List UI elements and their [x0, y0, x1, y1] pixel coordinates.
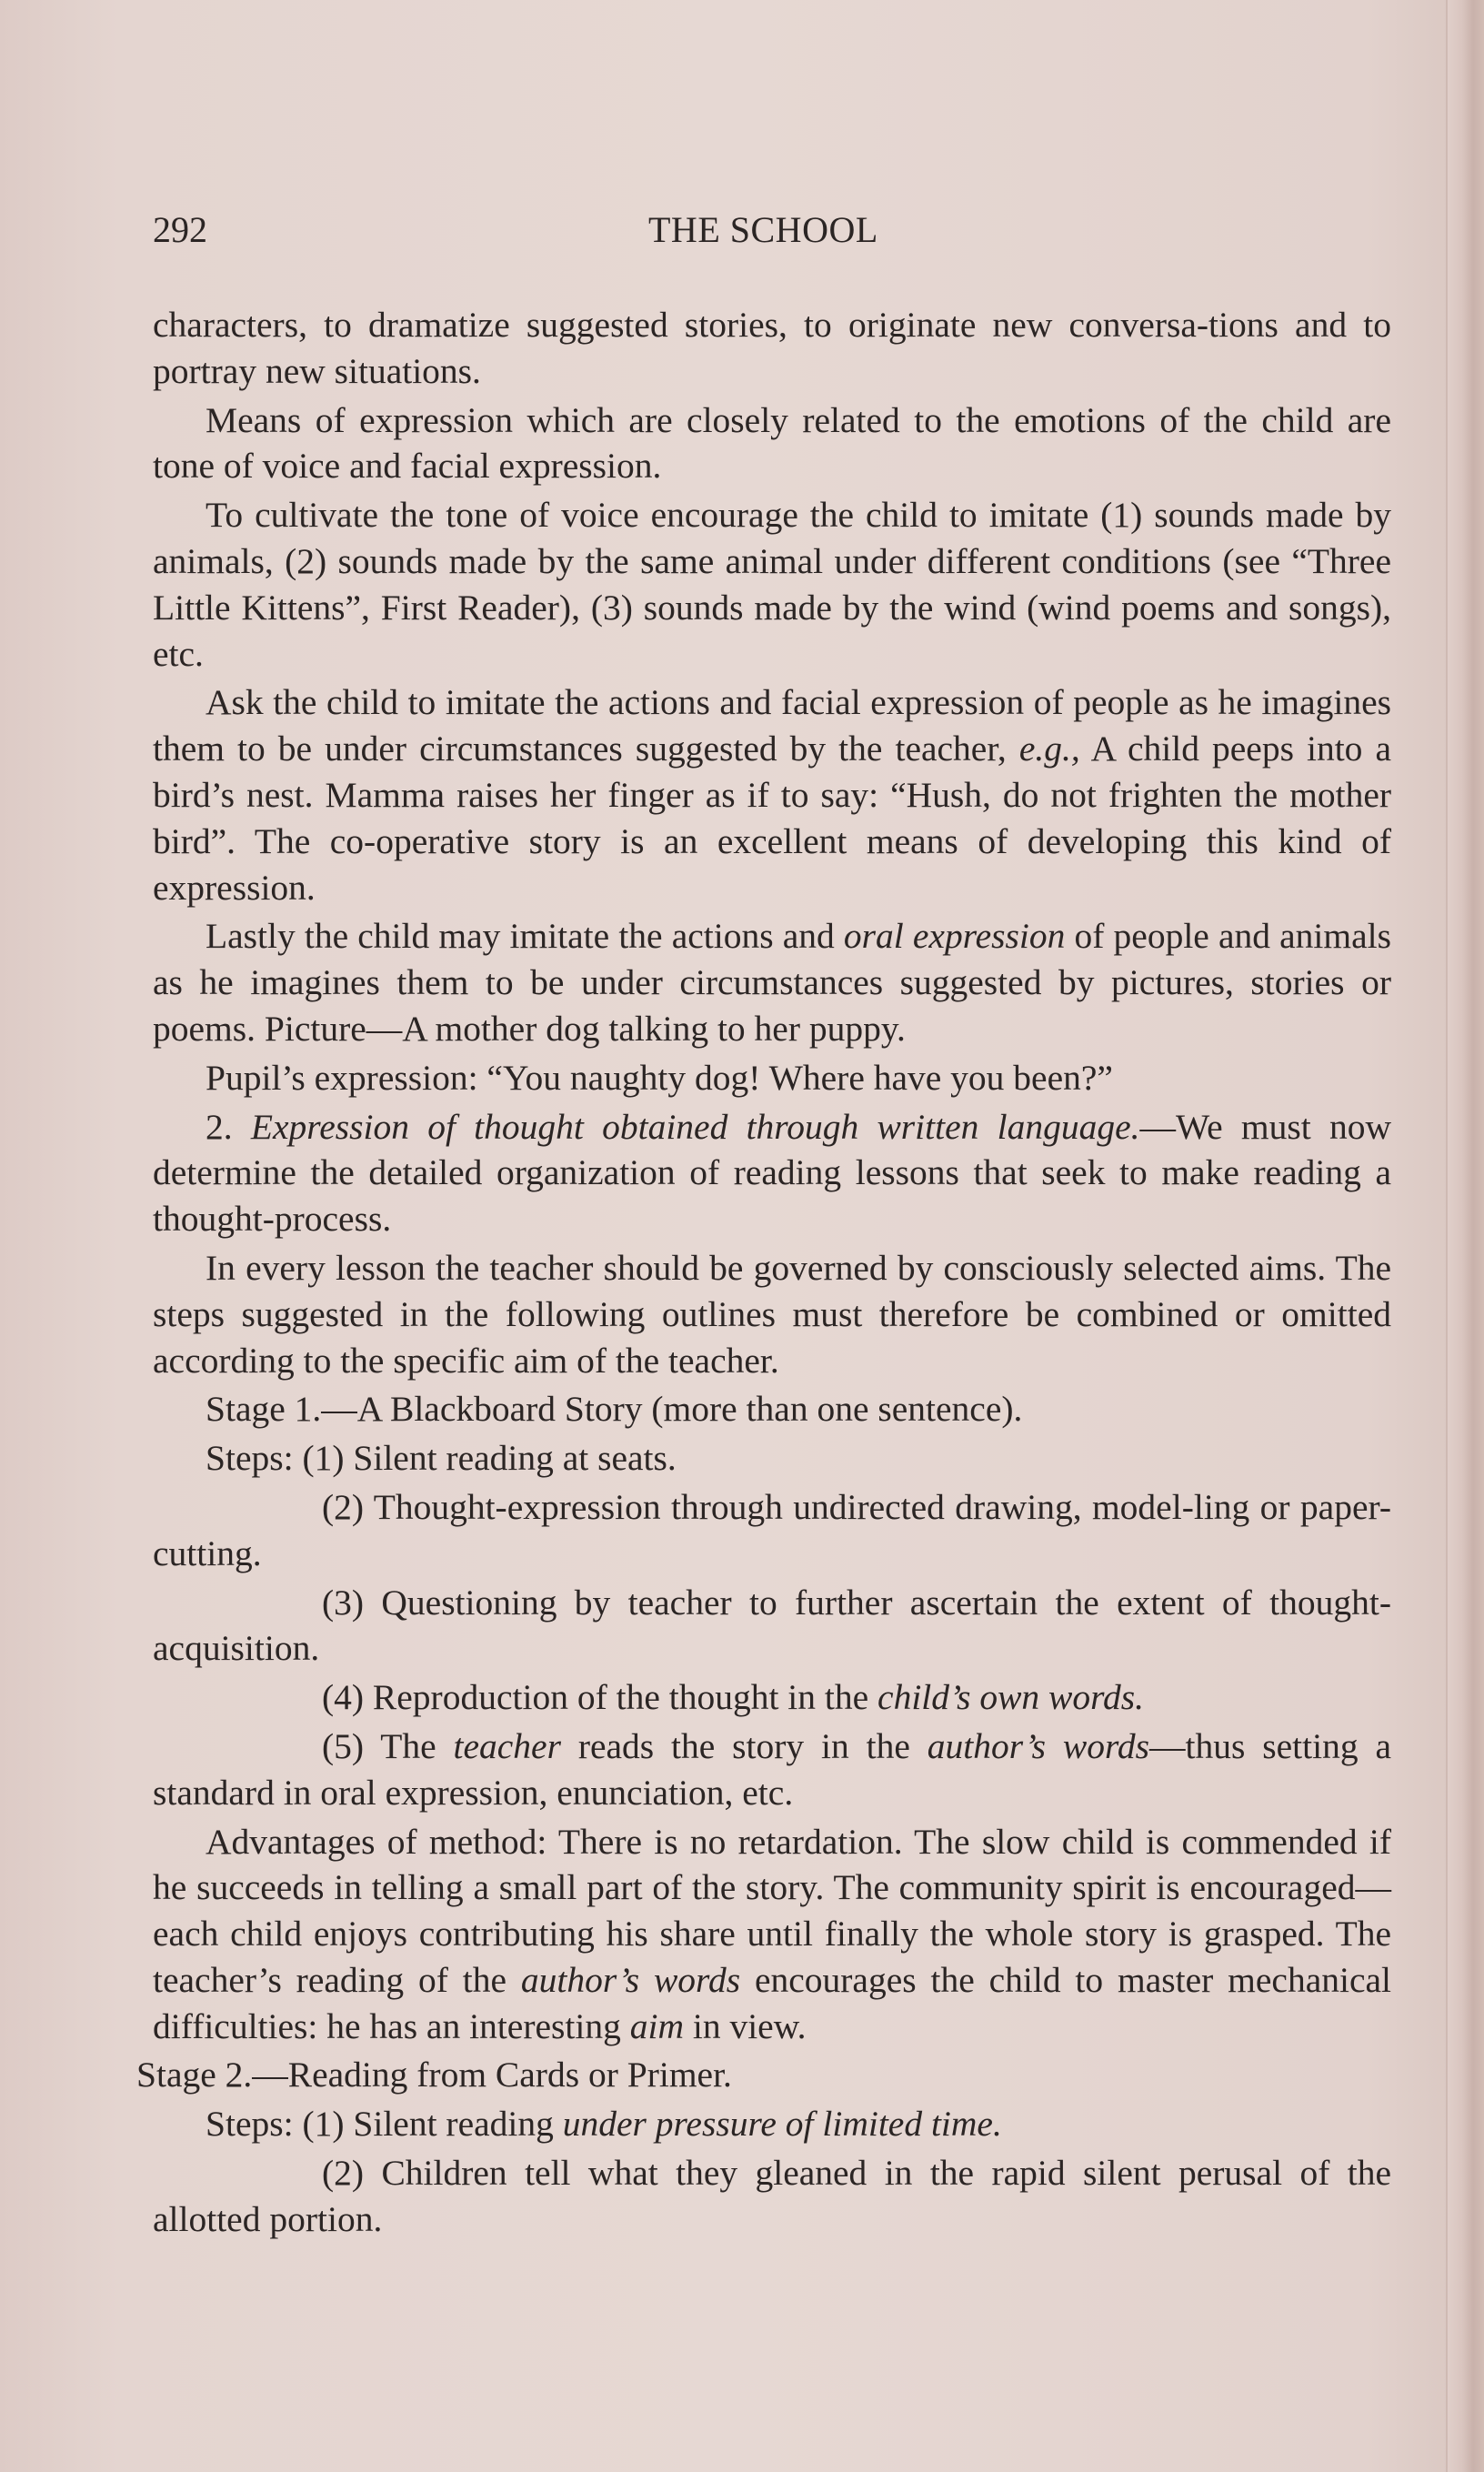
paragraph-aims: In every lesson the teacher should be governed by consciously selected aims. The steps suggested in the following outlines must therefore be combined or omitted according to the specific aim of the teacher.: [153, 1247, 1391, 1381]
page-number: 292: [153, 209, 207, 250]
stage-1-step-3: (3) Questioning by teacher to further ascertain the extent of thought-acquisition.: [153, 1582, 1391, 1669]
stage-1-step-5: (5) The teacher reads the story in the author’s words—thus setting a standard in oral expression, enunciation, etc.: [153, 1725, 1391, 1813]
page-header: [153, 207, 1389, 253]
stage-1-step-4: (4) Reproduction of the thought in the child’s own words.: [322, 1677, 1145, 1718]
running-head: THE SCHOOL: [648, 209, 878, 250]
stage-1-heading: Stage 1.—A Blackboard Story (more than one sentence).: [206, 1389, 1023, 1430]
paragraph-oral-expression: Lastly the child may imitate the actions and oral expression of people and animals as he imagines them to be under circumstances suggested by pictures, stories or poems. Picture—A mother dog talking to her puppy.: [153, 916, 1391, 1049]
stage-2-step-1: Steps: (1) Silent reading under pressure of limited time.: [206, 2104, 1002, 2145]
paragraph-facial-expression: Ask the child to imitate the actions and facial expression of people as he imagines them to be under circumstances suggested by the teacher, e.g., A child peeps into a bird’s nest. Mamma raises her finger as if to say: “Hush, do not frighten the mother bird”. The co-operative story is an excellent means of developing this kind of expression.: [153, 682, 1391, 908]
stage-1-step-2: (2) Thought-expression through undirected drawing, model-ling or paper-cutting.: [153, 1486, 1391, 1573]
paragraph-tone-of-voice: To cultivate the tone of voice encourage the child to imitate (1) sounds made by animals, (2) sounds made by the same animal under different conditions (see “Three Little Kittens”, First Reader), (3) sounds made by the wind (wind poems and songs), etc.: [153, 495, 1391, 674]
page-edge-line: [1446, 0, 1448, 2472]
body-text: [136, 302, 1392, 2246]
stage-2-step-2: (2) Children tell what they gleaned in the rapid silent perusal of the allotted portion.: [153, 2153, 1391, 2239]
stage-2-heading: Stage 2.—Reading from Cards or Primer.: [136, 2055, 732, 2095]
paragraph-pupil-expression: Pupil’s expression: “You naughty dog! Where have you been?”: [206, 1057, 1113, 1098]
paragraph-advantages: Advantages of method: There is no retardation. The slow child is commended if he succeeds in telling a small part of the story. The community spirit is encouraged—each child enjoys contributing his share until finally the whole story is grasped. The teacher’s reading of the author’s words encourages the child to master mechanical difficulties: he has an interesting aim in view.: [153, 1821, 1391, 2046]
paragraph-written-language: 2. Expression of thought obtained through written language.—We must now determine the detailed organization of reading lessons that seek to make reading a thought-process.: [153, 1106, 1392, 1240]
stage-1-step-1: Steps: (1) Silent reading at seats.: [206, 1438, 677, 1479]
paragraph-continuation: characters, to dramatize suggested stories, to originate new conversa-tions and to portray new situations.: [153, 305, 1391, 391]
paragraph-means-of-expression: Means of expression which are closely related to the emotions of the child are tone of voice and facial expression.: [153, 399, 1391, 487]
page-edge: [1448, 0, 1484, 2472]
